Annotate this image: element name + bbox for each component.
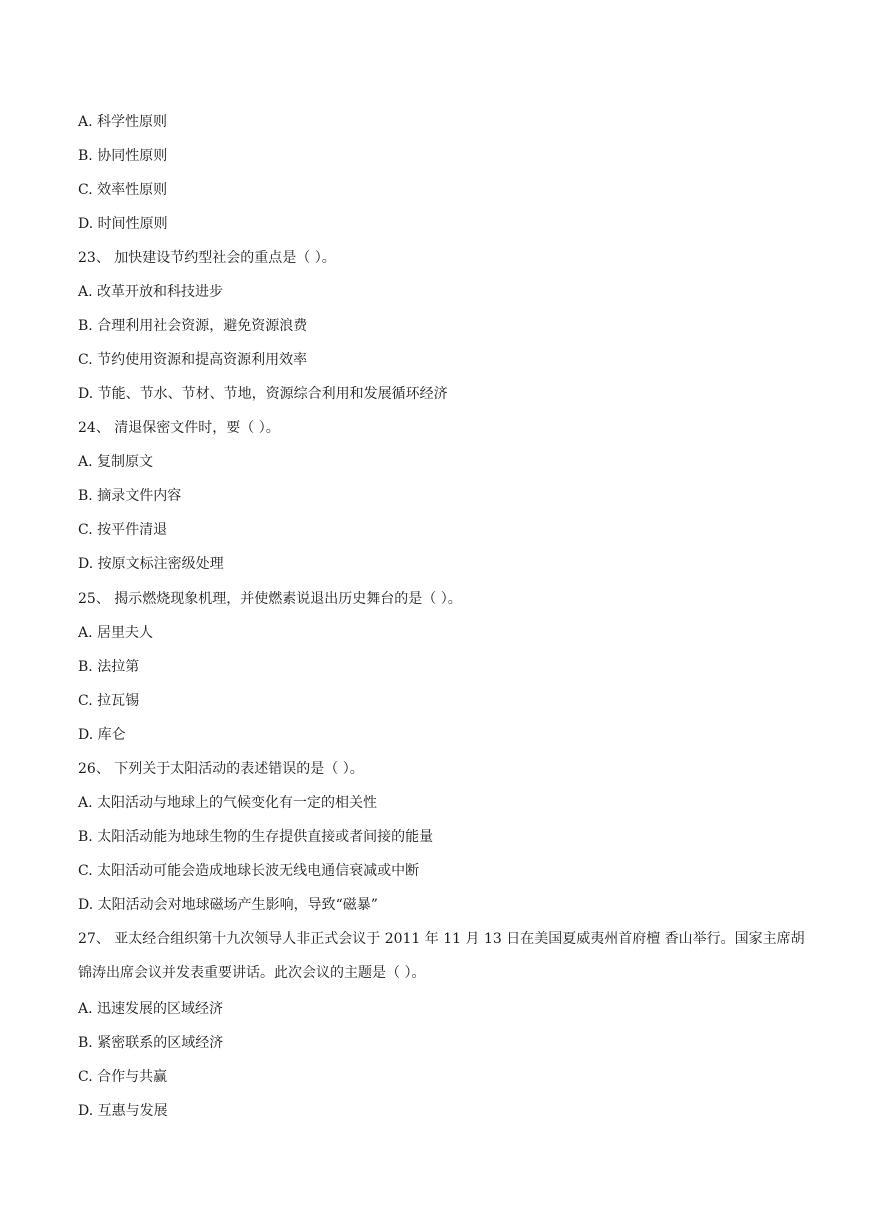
question-27: 27、 亚太经合组织第十九次领导人非正式会议于 2011 年 11 月 13 日在美国夏威夷州首府檀 香山举行。国家主席胡锦涛出席会议并发表重要讲话。此次会议的主题是（ ）。	[78, 931, 805, 981]
option-a-q22: A. 科学性原则	[78, 114, 168, 130]
option-d-q23: D. 节能、节水、节材、节地，资源综合利用和发展循环经济	[78, 386, 448, 402]
option-b-q22: B. 协同性原则	[78, 148, 168, 164]
option-d-q26: D. 太阳活动会对地球磁场产生影响，导致“磁暴”	[78, 897, 378, 913]
option-d-q24: D. 按原文标注密级处理	[78, 556, 224, 572]
option-b-q25: B. 法拉第	[78, 659, 140, 675]
question-25: 25、 揭示燃烧现象机理，并使燃素说退出历史舞台的是（ ）。	[78, 591, 462, 607]
option-c-q25: C. 拉瓦锡	[78, 693, 140, 709]
question-24: 24、 清退保密文件时，要（ ）。	[78, 420, 280, 436]
option-a-q23: A. 改革开放和科技进步	[78, 284, 224, 300]
option-a-q26: A. 太阳活动与地球上的气候变化有一定的相关性	[78, 795, 378, 811]
option-d-q22: D. 时间性原则	[78, 216, 168, 232]
option-a-q27: A. 迅速发展的区域经济	[78, 1001, 224, 1017]
option-c-q26: C. 太阳活动可能会造成地球长波无线电通信衰减或中断	[78, 863, 420, 879]
question-23: 23、 加快建设节约型社会的重点是（ ）。	[78, 250, 336, 266]
option-d-q27: D. 互惠与发展	[78, 1103, 168, 1119]
option-c-q22: C. 效率性原则	[78, 182, 168, 198]
option-d-q25: D. 库仑	[78, 727, 126, 743]
option-b-q23: B. 合理利用社会资源，避免资源浪费	[78, 318, 308, 334]
option-c-q27: C. 合作与共赢	[78, 1069, 168, 1085]
option-b-q24: B. 摘录文件内容	[78, 488, 182, 504]
option-c-q23: C. 节约使用资源和提高资源利用效率	[78, 352, 308, 368]
question-26: 26、 下列关于太阳活动的表述错误的是（ ）。	[78, 761, 364, 777]
option-c-q24: C. 按平件清退	[78, 522, 168, 538]
option-b-q26: B. 太阳活动能为地球生物的生存提供直接或者间接的能量	[78, 829, 434, 845]
option-b-q27: B. 紧密联系的区域经济	[78, 1035, 224, 1051]
option-a-q24: A. 复制原文	[78, 454, 154, 470]
option-a-q25: A. 居里夫人	[78, 625, 154, 641]
